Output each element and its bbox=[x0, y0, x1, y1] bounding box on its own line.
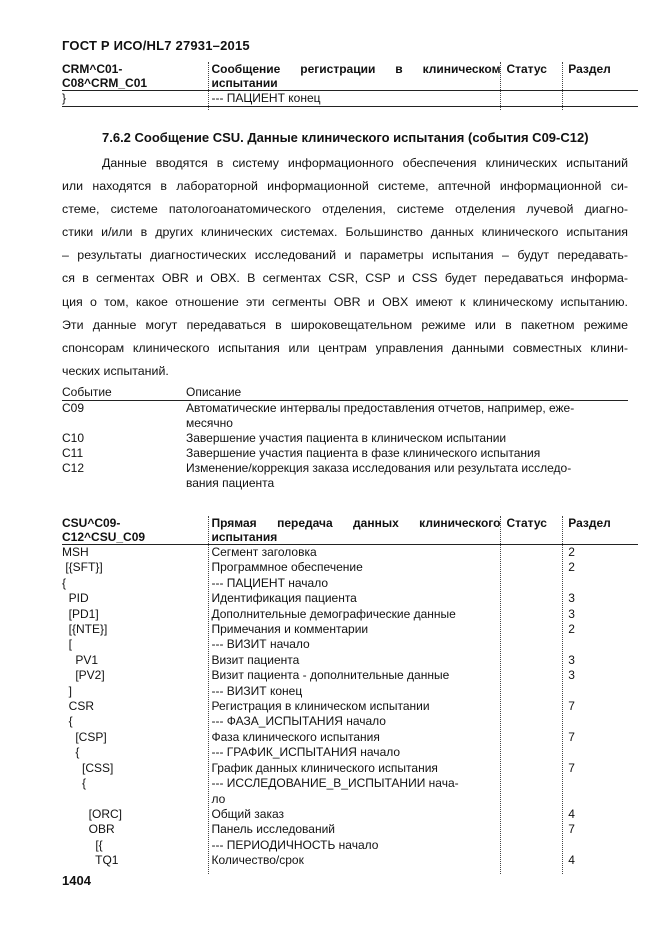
description-cell: --- ФАЗА_ИСПЫТАНИЯ начало bbox=[211, 714, 386, 729]
section-cell: 2 bbox=[568, 622, 575, 637]
segment-cell: [{NTE}] bbox=[62, 622, 108, 637]
section-cell: 3 bbox=[568, 652, 575, 667]
event-description: Автоматические интервалы предоставления отчетов, например, еже- месячно bbox=[186, 401, 575, 430]
crm-message-table bbox=[62, 62, 638, 107]
segment-cell: [{ bbox=[62, 837, 103, 852]
table-header-row bbox=[62, 516, 638, 544]
csu-message-table bbox=[62, 516, 638, 869]
section-cell bbox=[562, 576, 638, 591]
description-cell: --- ГРАФИК_ИСПЫТАНИЯ начало bbox=[211, 745, 401, 760]
table-row bbox=[62, 761, 638, 776]
column-divider bbox=[500, 62, 501, 110]
table-row bbox=[62, 807, 638, 822]
section-cell: 3 bbox=[568, 606, 575, 621]
paragraph-line: или находятся в лабораторной информационной системе, аптечной информационной си- bbox=[62, 179, 628, 194]
description-cell: --- ИССЛЕДОВАНИЕ_В_ИСПЫТАНИИ нача- ло bbox=[211, 776, 459, 806]
section-cell: 4 bbox=[568, 853, 575, 868]
status-cell bbox=[500, 776, 562, 807]
segment-cell: { bbox=[62, 745, 80, 760]
section-paragraph bbox=[62, 152, 628, 383]
table-row bbox=[62, 545, 638, 560]
events-header-row bbox=[62, 385, 628, 401]
table-row bbox=[62, 699, 638, 714]
table-row bbox=[62, 684, 638, 699]
table-row bbox=[62, 730, 638, 745]
table-row bbox=[62, 560, 638, 575]
column-divider bbox=[208, 62, 209, 110]
status-cell bbox=[500, 745, 562, 760]
header-description: Сообщение регистрации в клиническом испытании bbox=[211, 62, 501, 90]
table-row bbox=[62, 668, 638, 683]
description-cell: --- ПЕРИОДИЧНОСТЬ начало bbox=[211, 837, 379, 852]
section-cell bbox=[562, 838, 638, 853]
section-cell bbox=[562, 714, 638, 729]
status-cell bbox=[500, 637, 562, 652]
paragraph-line: спонсорам клинического испытания или центрам управления данными совместных клини- bbox=[62, 340, 628, 355]
table-row bbox=[62, 714, 638, 729]
event-row bbox=[62, 461, 628, 491]
description-cell: График данных клинического испытания bbox=[211, 760, 438, 775]
section-cell: 7 bbox=[568, 760, 575, 775]
section-cell: 7 bbox=[568, 729, 575, 744]
paragraph-line: стики и/или в других клинических системах. Большинство данных клинического испытания bbox=[62, 225, 628, 240]
section-cell: 7 bbox=[568, 822, 575, 837]
segment-cell: PID bbox=[62, 591, 89, 606]
paragraph-line: Данные вводятся в систему информационного обеспечения клинических испытаний bbox=[102, 156, 628, 170]
table-row bbox=[62, 745, 638, 760]
description-cell: Визит пациента - дополнительные данные bbox=[211, 668, 450, 683]
section-cell: 2 bbox=[568, 545, 575, 559]
table-row bbox=[62, 91, 638, 106]
segment-cell: { bbox=[62, 575, 67, 590]
description-cell: Фаза клинического испытания bbox=[211, 729, 380, 744]
event-description: Изменение/коррекция заказа исследования или результата исследо- вания пациента bbox=[186, 461, 572, 490]
section-title: 7.6.2 Сообщение CSU. Данные клинического испытания (события C09-C12) bbox=[102, 130, 589, 145]
segment-cell: ] bbox=[62, 683, 73, 698]
status-cell bbox=[500, 91, 562, 106]
paragraph-line: Эти данные могут передаваться в широковещательном режиме или в пакетном режиме bbox=[62, 317, 628, 332]
header-message-id: CRM^C01- C08^CRM_C01 bbox=[62, 62, 148, 90]
status-cell bbox=[500, 822, 562, 837]
table-row bbox=[62, 576, 638, 591]
column-divider bbox=[500, 516, 501, 874]
status-cell bbox=[500, 853, 562, 868]
description-cell: Программное обеспечение bbox=[211, 560, 363, 575]
segment-cell: MSH bbox=[62, 545, 89, 559]
description-cell: Сегмент заголовка bbox=[211, 545, 317, 559]
page-header: ГОСТ Р ИСО/HL7 27931–2015 bbox=[62, 38, 250, 53]
event-code: C09 bbox=[62, 401, 85, 415]
segment-cell: [CSS] bbox=[62, 760, 114, 775]
status-cell bbox=[500, 699, 562, 714]
event-row bbox=[62, 401, 628, 431]
status-cell bbox=[500, 684, 562, 699]
section-cell: 3 bbox=[568, 668, 575, 683]
section-cell: 2 bbox=[568, 560, 575, 575]
header-section: Раздел bbox=[568, 62, 611, 76]
segment-cell: { bbox=[62, 776, 87, 791]
event-header: Событие bbox=[62, 385, 112, 399]
segment-cell: [PV2] bbox=[62, 668, 105, 683]
description-cell: Количество/срок bbox=[211, 853, 304, 868]
column-divider bbox=[562, 62, 563, 110]
event-code: C10 bbox=[62, 431, 85, 445]
segment-cell: [CSP] bbox=[62, 729, 107, 744]
status-cell bbox=[500, 838, 562, 853]
segment-cell: OBR bbox=[62, 822, 115, 837]
section-cell bbox=[562, 91, 638, 106]
status-cell bbox=[500, 730, 562, 745]
section-cell bbox=[562, 745, 638, 760]
header-description: Прямая передача данных клинического испытания bbox=[211, 516, 501, 544]
header-section: Раздел bbox=[568, 516, 611, 530]
table-row bbox=[62, 653, 638, 668]
description-cell: --- ВИЗИТ конец bbox=[211, 683, 303, 698]
paragraph-line: – результаты диагностических исследований и параметры испытания – будут передавать- bbox=[62, 248, 628, 263]
table-row bbox=[62, 591, 638, 606]
table-rule bbox=[62, 106, 638, 107]
description-cell: Панель исследований bbox=[211, 822, 335, 837]
header-status: Статус bbox=[506, 62, 547, 76]
segment-cell: [ORC] bbox=[62, 806, 123, 821]
section-cell: 7 bbox=[568, 699, 575, 714]
status-cell bbox=[500, 545, 562, 560]
event-description: Завершение участия пациента в клиническом испытании bbox=[186, 431, 507, 445]
event-description: Завершение участия пациента в фазе клинического испытания bbox=[186, 446, 541, 460]
header-status: Статус bbox=[506, 516, 547, 530]
description-cell: --- ПАЦИЕНТ конец bbox=[211, 91, 321, 105]
table-header-row bbox=[62, 62, 638, 90]
status-cell bbox=[500, 668, 562, 683]
status-cell bbox=[500, 807, 562, 822]
table-row bbox=[62, 776, 638, 807]
table-row bbox=[62, 853, 638, 868]
section-cell bbox=[562, 637, 638, 652]
csu-rows bbox=[62, 545, 638, 869]
event-row bbox=[62, 446, 628, 461]
description-cell: --- ПАЦИЕНТ начало bbox=[211, 575, 329, 590]
table-row bbox=[62, 822, 638, 837]
event-code: C12 bbox=[62, 461, 85, 475]
segment-cell: [ bbox=[62, 637, 73, 652]
table-row bbox=[62, 637, 638, 652]
status-cell bbox=[500, 576, 562, 591]
section-cell: 3 bbox=[568, 591, 575, 606]
description-cell: Дополнительные демографические данные bbox=[211, 606, 456, 621]
events-table bbox=[62, 385, 628, 491]
section-cell bbox=[562, 776, 638, 807]
table-row bbox=[62, 622, 638, 637]
segment-cell: } bbox=[62, 91, 67, 105]
paragraph-line: ция о том, какое отношение эти сегменты OBR и OBX имеют к клиническому испытанию. bbox=[62, 294, 628, 309]
status-cell bbox=[500, 622, 562, 637]
status-cell bbox=[500, 653, 562, 668]
description-cell: Визит пациента bbox=[211, 652, 300, 667]
description-cell: Идентификация пациента bbox=[211, 591, 357, 606]
description-cell: Регистрация в клиническом испытании bbox=[211, 699, 430, 714]
segment-cell: PV1 bbox=[62, 652, 99, 667]
segment-cell: CSR bbox=[62, 699, 95, 714]
page-number: 1404 bbox=[62, 873, 91, 888]
section-cell bbox=[562, 684, 638, 699]
paragraph-line: ческих испытаний. bbox=[62, 363, 169, 378]
status-cell bbox=[500, 560, 562, 575]
paragraph-line: стеме, системе патологоанатомического отделения, системе отделения лучевой диагно- bbox=[62, 202, 628, 217]
description-header: Описание bbox=[186, 385, 242, 399]
column-divider bbox=[208, 516, 209, 874]
status-cell bbox=[500, 607, 562, 622]
segment-cell: [PD1] bbox=[62, 606, 99, 621]
status-cell bbox=[500, 591, 562, 606]
section-cell: 4 bbox=[568, 806, 575, 821]
segment-cell: TQ1 bbox=[62, 853, 119, 868]
event-code: C11 bbox=[62, 446, 84, 460]
paragraph-line: ся в сегментах OBR и OBX. В сегментах CSR, CSP и CSS будет передаваться информа- bbox=[62, 271, 628, 286]
event-row bbox=[62, 431, 628, 446]
segment-cell: [{SFT}] bbox=[62, 560, 103, 575]
description-cell: --- ВИЗИТ начало bbox=[211, 637, 310, 652]
description-cell: Общий заказ bbox=[211, 806, 285, 821]
status-cell bbox=[500, 714, 562, 729]
table-row bbox=[62, 838, 638, 853]
status-cell bbox=[500, 761, 562, 776]
segment-cell: { bbox=[62, 714, 73, 729]
table-row bbox=[62, 607, 638, 622]
column-divider bbox=[562, 516, 563, 874]
header-message-id: CSU^C09- C12^CSU_C09 bbox=[62, 516, 146, 544]
description-cell: Примечания и комментарии bbox=[211, 622, 369, 637]
